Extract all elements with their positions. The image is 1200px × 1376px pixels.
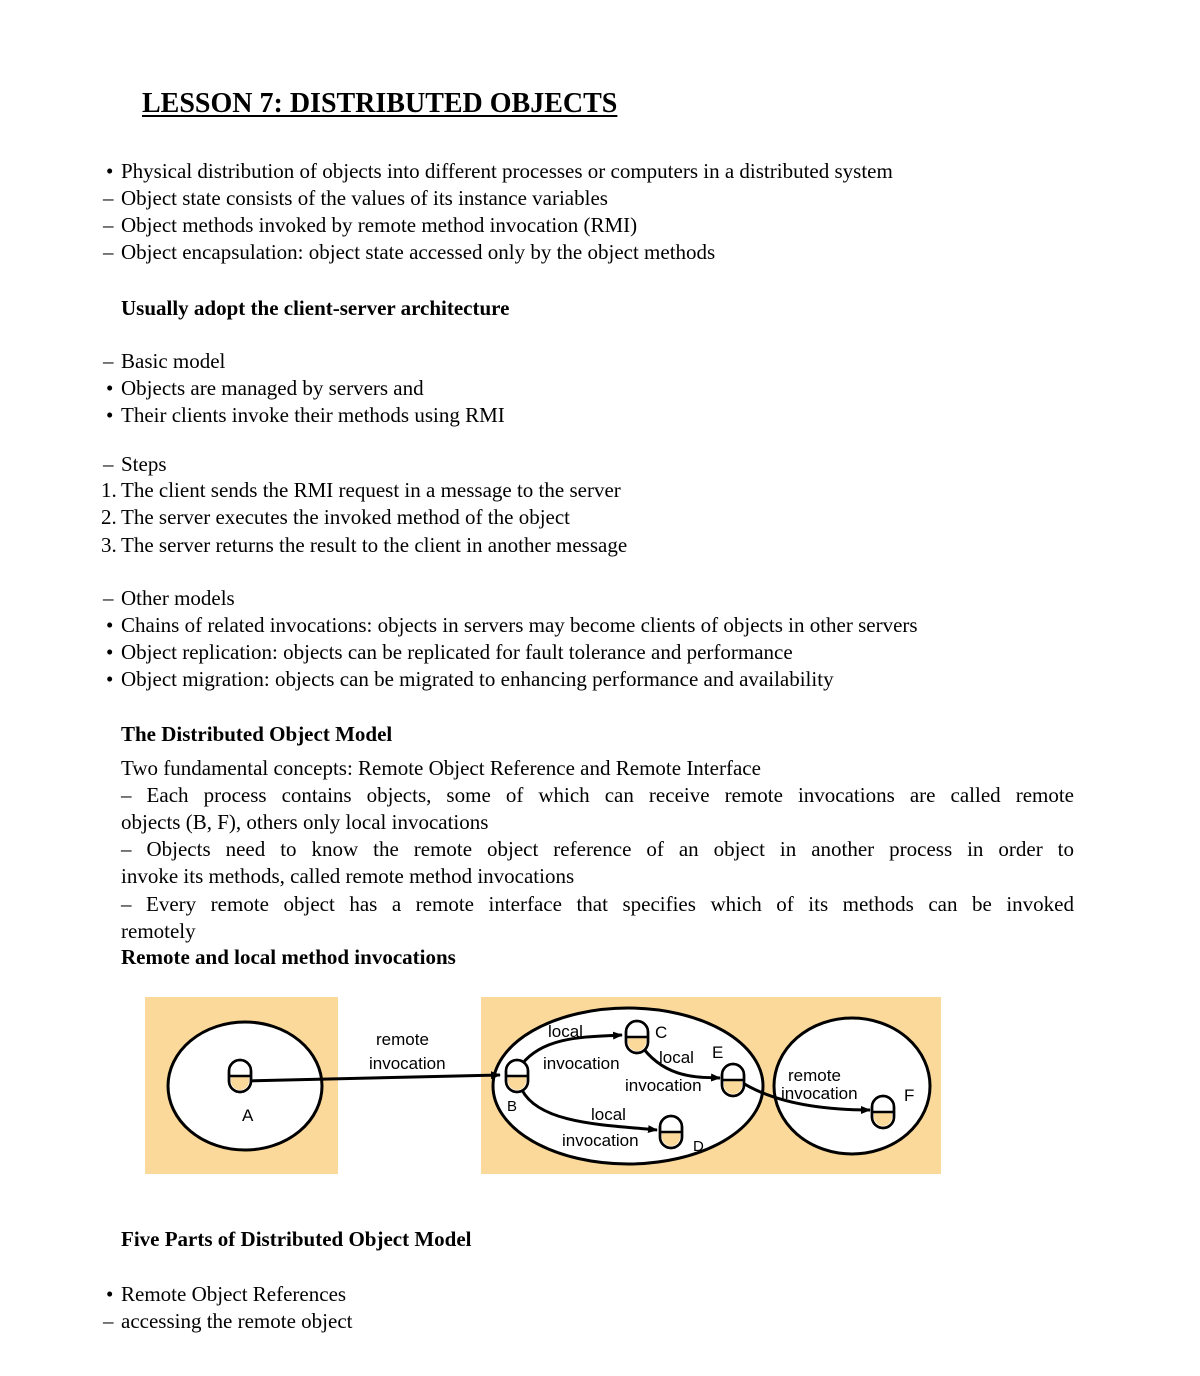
list-item-text: Object replication: objects can be replicated for fault tolerance and performance xyxy=(121,640,793,664)
dash-marker: – xyxy=(103,240,114,264)
label-invocation-5: invocation xyxy=(781,1084,858,1103)
bullet-marker: • xyxy=(106,159,114,183)
list-item-text: The server executes the invoked method of the object xyxy=(121,505,570,529)
step-number: 2. xyxy=(101,505,117,529)
paragraph-line: invoke its methods, called remote method invocations xyxy=(121,864,575,888)
list-item-text: Remote Object References xyxy=(121,1282,347,1306)
label-invocation-1: invocation xyxy=(369,1054,446,1073)
label-object-e: E xyxy=(712,1043,724,1062)
object-e xyxy=(722,1064,744,1096)
bullet-marker: • xyxy=(106,403,114,427)
bullet-marker: • xyxy=(106,667,114,691)
list-item-text: Object encapsulation: object state accessed only by the object methods xyxy=(121,240,716,264)
paragraph-line: – Objects need to know the remote object reference of an object in another process in order to xyxy=(121,837,1074,861)
label-invocation-2: invocation xyxy=(543,1054,620,1073)
list-item-text: Objects are managed by servers and xyxy=(121,376,424,400)
list-item-text: Object methods invoked by remote method invocation (RMI) xyxy=(121,213,638,237)
label-object-c: C xyxy=(655,1023,668,1042)
object-d xyxy=(660,1116,682,1148)
label-local-1: local xyxy=(548,1022,583,1041)
list-item-text: accessing the remote object xyxy=(121,1309,353,1333)
label-remote-2: remote xyxy=(788,1066,841,1085)
object-b xyxy=(506,1060,528,1092)
bullet-marker: • xyxy=(106,376,114,400)
object-a xyxy=(229,1060,251,1092)
figure-heading: Remote and local method invocations xyxy=(121,945,456,969)
list-item-text: Other models xyxy=(121,586,235,610)
bullet-marker: • xyxy=(106,1282,114,1306)
label-object-a: A xyxy=(242,1106,254,1125)
step-number: 1. xyxy=(101,478,117,502)
section-heading-object-model: The Distributed Object Model xyxy=(121,722,393,746)
dash-marker: – xyxy=(103,213,114,237)
step-number: 3. xyxy=(101,533,117,557)
dash-marker: – xyxy=(103,586,114,610)
list-item-text: The client sends the RMI request in a message to the server xyxy=(121,478,621,502)
bullet-marker: • xyxy=(106,640,114,664)
label-local-2: local xyxy=(659,1048,694,1067)
object-c xyxy=(626,1021,648,1053)
list-item-text: Steps xyxy=(121,452,167,476)
list-item-text: Their clients invoke their methods using RMI xyxy=(121,403,505,427)
page-title: LESSON 7: DISTRIBUTED OBJECTS xyxy=(142,88,618,119)
paragraph-line: – Every remote object has a remote interface that specifies which of its methods can be invoked xyxy=(121,892,1074,916)
paragraph-intro: Two fundamental concepts: Remote Object Reference and Remote Interface xyxy=(121,756,761,780)
list-item-text: Basic model xyxy=(121,349,226,373)
label-object-d: D xyxy=(693,1138,704,1155)
object-f xyxy=(872,1096,894,1128)
label-invocation-3: invocation xyxy=(625,1076,702,1095)
list-item-text: Object state consists of the values of its instance variables xyxy=(121,186,608,210)
label-local-3: local xyxy=(591,1105,626,1124)
label-remote-1: remote xyxy=(376,1030,429,1049)
dash-marker: – xyxy=(103,452,114,476)
invocation-diagram xyxy=(0,990,1200,1190)
list-item-text: The server returns the result to the client in another message xyxy=(121,533,628,557)
dash-marker: – xyxy=(103,1309,114,1333)
paragraph-line: remotely xyxy=(121,919,196,943)
list-item-text: Physical distribution of objects into different processes or computers in a distributed system xyxy=(121,159,893,183)
label-object-f: F xyxy=(904,1086,915,1105)
dash-marker: – xyxy=(103,349,114,373)
list-item-text: Chains of related invocations: objects in servers may become clients of objects in other servers xyxy=(121,613,918,637)
dash-marker: – xyxy=(103,186,114,210)
paragraph-line: objects (B, F), others only local invocations xyxy=(121,810,489,834)
list-item-text: Object migration: objects can be migrated to enhancing performance and availability xyxy=(121,667,834,691)
label-invocation-4: invocation xyxy=(562,1131,639,1150)
label-object-b: B xyxy=(507,1098,518,1115)
section-heading-client-server: Usually adopt the client-server architecture xyxy=(121,296,510,320)
section-heading-five-parts: Five Parts of Distributed Object Model xyxy=(121,1227,472,1251)
paragraph-line: – Each process contains objects, some of which can receive remote invocations are called remote xyxy=(121,783,1074,807)
bullet-marker: • xyxy=(106,613,114,637)
